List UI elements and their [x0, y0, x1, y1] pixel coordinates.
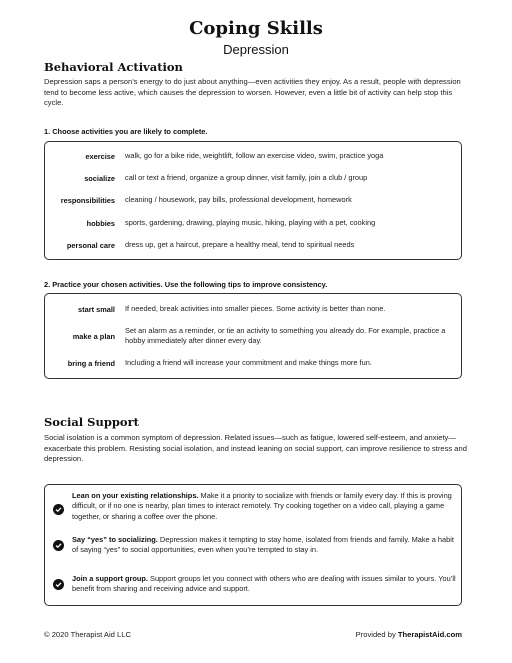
activity-row [45, 150, 461, 162]
provider-brand-link[interactable]: TherapistAid.com [397, 630, 462, 639]
behavioral-activation-heading: Behavioral Activation [44, 60, 183, 74]
activity-text: sports, gardening, drawing, playing music, hiking, playing with a pet, cooking [125, 218, 376, 227]
activity-text: cleaning / housework, pay bills, professional development, homework [125, 195, 352, 204]
step-2-heading: 2. Practice your chosen activities. Use the following tips to improve consistency. [44, 280, 328, 289]
tips-box [44, 293, 462, 379]
social-support-heading: Social Support [44, 415, 139, 429]
step-1-heading: 1. Choose activities you are likely to complete. [44, 127, 208, 136]
checkmark-icon [53, 579, 64, 590]
support-item-title: Lean on your existing relationships. [72, 491, 199, 500]
tip-row [45, 302, 461, 316]
support-box [44, 484, 462, 606]
behavioral-activation-intro: Depression saps a person’s energy to do just about anything—even activities they enjoy. As a result, people with depression tend to become less active, which causes the depression to worsen. However, even a little bit of activity can help stop this cycle. [44, 77, 461, 108]
tip-text: Including a friend will increase your commitment and make things more fun. [125, 358, 372, 367]
support-item-text [72, 535, 456, 556]
support-item-text [72, 574, 456, 595]
activity-label: hobbies [86, 218, 115, 228]
checkmark-icon [53, 504, 64, 515]
activity-label: socialize [84, 173, 115, 183]
support-item-body: Support groups let you connect with others who are dealing with issues similar to yours. You’ll benefit from sharing and receiving advice and support. [72, 574, 456, 594]
activity-row [45, 172, 461, 184]
support-item-body: Depression makes it tempting to stay home, isolated from friends and family. Make a habit of saying “yes” to social opportunities, even when you’re tempted to stay in. [72, 535, 454, 555]
tip-row [45, 356, 461, 370]
provided-by-prefix: Provided by [355, 630, 398, 639]
page-subtitle: Depression [223, 42, 289, 57]
activity-row [45, 239, 461, 251]
activity-label: responsibilities [60, 195, 115, 205]
tip-text: Set an alarm as a reminder, or tie an activity to something you already do. For example, practice a hobby immediately after dinner every day. [125, 326, 446, 345]
support-item-title: Say “yes” to socializing. [72, 535, 158, 544]
activity-row [45, 194, 461, 206]
activity-row [45, 217, 461, 229]
activity-label: exercise [85, 151, 115, 161]
activity-label: personal care [66, 240, 115, 250]
support-item-title: Join a support group. [72, 574, 148, 583]
tip-label: make a plan [72, 331, 115, 341]
social-support-intro: Social isolation is a common symptom of depression. Related issues—such as fatigue, lowered self-esteem, and anxiety—exacerbate this problem. Resisting social isolation, and instead leaning on social support, can improve resilience to stress and depression. [44, 433, 467, 464]
support-item-text [72, 491, 456, 522]
tip-label: bring a friend [67, 358, 115, 368]
activity-text: dress up, get a haircut, prepare a healthy meal, tend to spiritual needs [125, 240, 355, 249]
activity-text: walk, go for a bike ride, weightlift, follow an exercise video, swim, practice yoga [125, 151, 384, 160]
tip-text: If needed, break activities into smaller pieces. Some activity is better than none. [125, 304, 386, 313]
footer-provided-by [356, 630, 462, 639]
activity-text: call or text a friend, organize a group dinner, visit family, join a club / group [125, 173, 368, 182]
support-item-body: Make it a priority to socialize with friends or family every day. If this is proving difficult, or if no one is nearby, plan times to interact remotely. Try cooking together on a video call, playing a game together, or sharing a coffee over the phone. [72, 491, 452, 521]
page-title: Coping Skills [189, 18, 323, 39]
activities-box [44, 141, 462, 260]
checkmark-icon [53, 540, 64, 551]
tip-row [45, 325, 461, 347]
tip-label: start small [78, 304, 115, 314]
footer-copyright: © 2020 Therapist Aid LLC [44, 630, 131, 639]
